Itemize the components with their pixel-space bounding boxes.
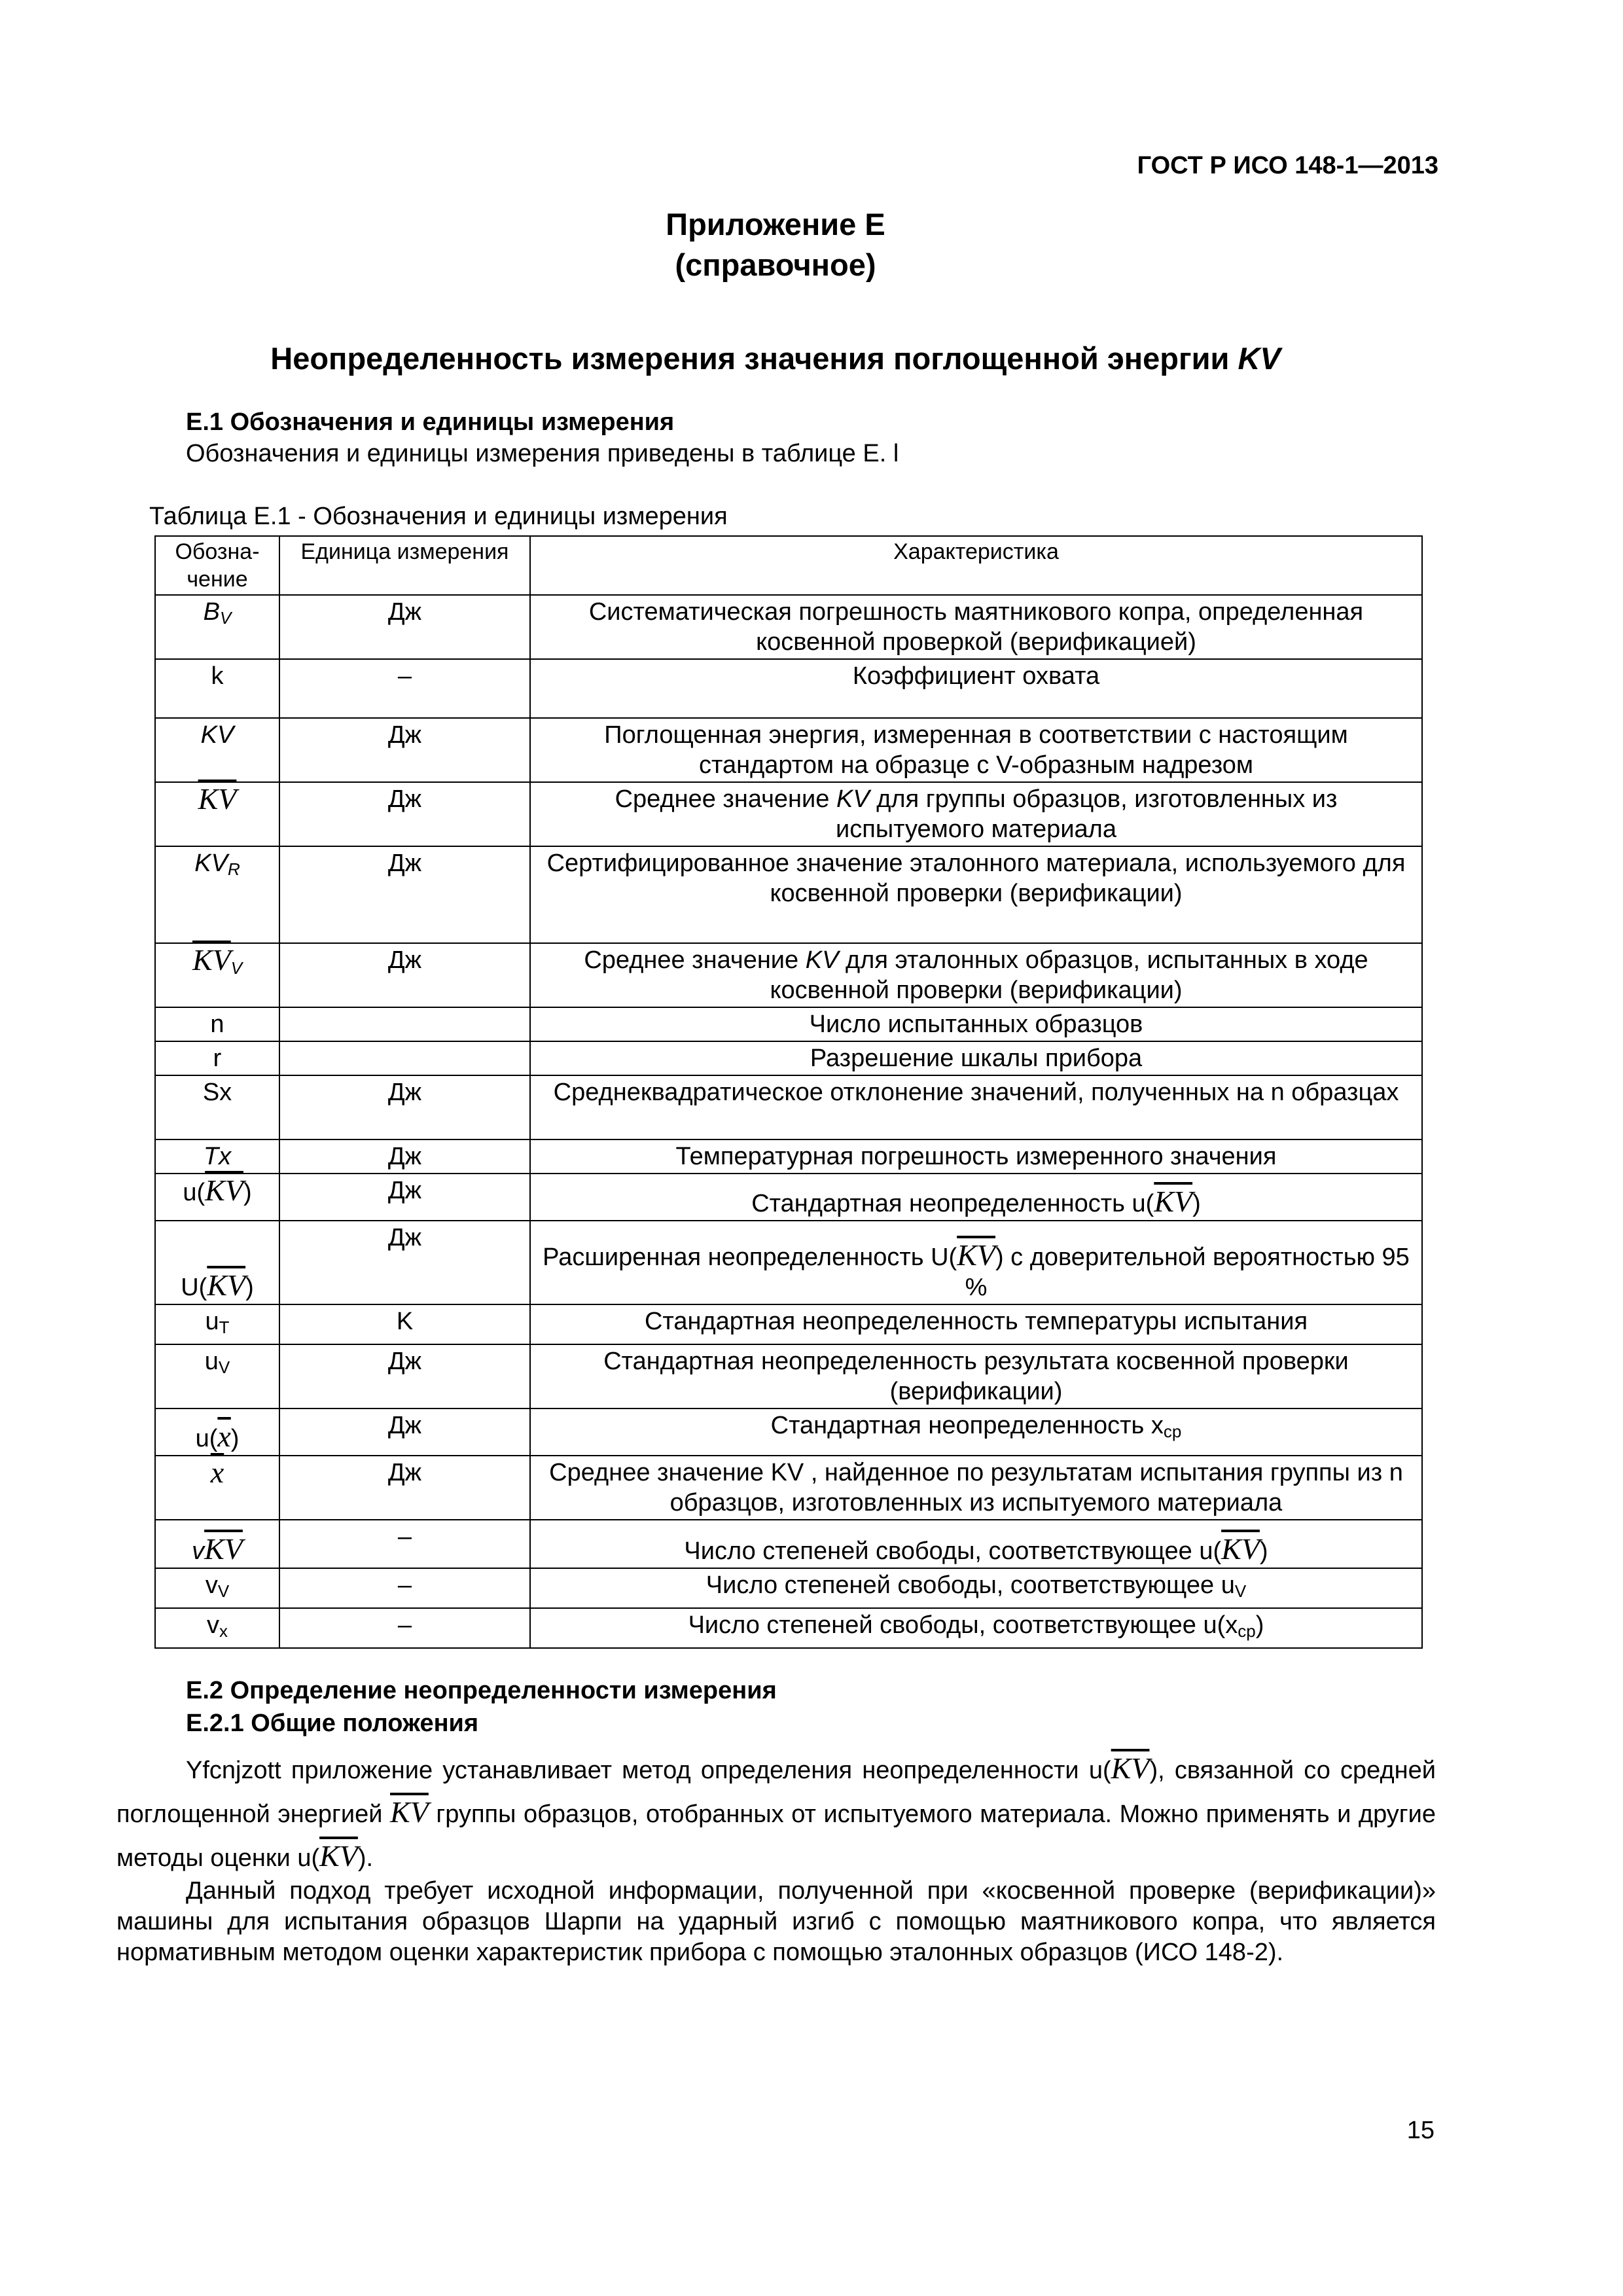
description-cell: Число испытанных образцов — [530, 1007, 1422, 1041]
table-row — [155, 1456, 1422, 1520]
symbol-cell: $\overline{KV}_V$ — [155, 943, 279, 1007]
table-row — [155, 595, 1422, 659]
description-cell: Число степеней свободы, соответствующее $u(x_{ср})$ — [530, 1608, 1422, 1648]
table-row — [155, 1075, 1422, 1139]
table-row — [155, 1174, 1422, 1221]
symbol-cell: $u_T$ — [155, 1304, 279, 1344]
table-row — [155, 718, 1422, 782]
description-cell: Среднеквадратическое отклонение значений, полученных на n образцах — [530, 1075, 1422, 1139]
table-header-row — [155, 536, 1422, 595]
table-row — [155, 1221, 1422, 1304]
symbols-table — [154, 535, 1423, 1649]
symbol-cell: $\overline{x}$ — [155, 1456, 279, 1520]
main-title-text: Неопределенность измерения значения поглощенной энергии — [270, 341, 1238, 376]
unit-cell — [279, 1007, 530, 1041]
symbol-cell: $B_V$ — [155, 595, 279, 659]
appendix-type: (справочное) — [675, 247, 876, 282]
symbol-cell: Tx — [155, 1139, 279, 1174]
symbol-cell: $u_V$ — [155, 1344, 279, 1408]
header-unit: Единица измерения — [279, 536, 530, 595]
unit-cell: Дж — [279, 782, 530, 846]
table-row — [155, 1139, 1422, 1174]
description-cell: Стандартная неопределенность температуры испытания — [530, 1304, 1422, 1344]
description-cell: Число степеней свободы, соответствующее $u(\overline{KV})$ — [530, 1520, 1422, 1568]
appendix-title — [0, 204, 1551, 285]
appendix-label: Приложение Е — [666, 207, 885, 242]
unit-cell: Дж — [279, 1174, 530, 1221]
description-cell: Стандартная неопределенность $x_{ср}$ — [530, 1408, 1422, 1456]
symbol-cell: $u(\overline{KV})$ — [155, 1174, 279, 1221]
symbol-cell: r — [155, 1041, 279, 1075]
symbol-cell: $v_V$ — [155, 1568, 279, 1608]
unit-cell: Дж — [279, 1221, 530, 1304]
description-cell: Разрешение шкалы прибора — [530, 1041, 1422, 1075]
table-row — [155, 1520, 1422, 1568]
table-row — [155, 659, 1422, 718]
unit-cell: – — [279, 1568, 530, 1608]
document-number: ГОСТ Р ИСО 148-1—2013 — [1137, 152, 1438, 179]
symbol-cell: $v_x$ — [155, 1608, 279, 1648]
unit-cell: – — [279, 1608, 530, 1648]
description-cell: Стандартная неопределенность результата косвенной проверки (верификации) — [530, 1344, 1422, 1408]
table-row — [155, 943, 1422, 1007]
unit-cell: Дж — [279, 1075, 530, 1139]
symbol-cell: $\overline{KV}$ — [155, 782, 279, 846]
header-symbol: Обозна-чение — [155, 536, 279, 595]
unit-cell: – — [279, 659, 530, 718]
table-row — [155, 782, 1422, 846]
table-row — [155, 1007, 1422, 1041]
table-row — [155, 1344, 1422, 1408]
unit-cell: Дж — [279, 718, 530, 782]
description-cell: Число степеней свободы, соответствующее $u_V$ — [530, 1568, 1422, 1608]
main-title-kv: KV — [1238, 341, 1281, 376]
unit-cell: Дж — [279, 595, 530, 659]
section-1-heading: Е.1 Обозначения и единицы измерения — [186, 408, 675, 436]
symbol-cell: n — [155, 1007, 279, 1041]
table-caption: Таблица Е.1 - Обозначения и единицы измерения — [149, 503, 728, 530]
table-row — [155, 1408, 1422, 1456]
table-row — [155, 1304, 1422, 1344]
unit-cell: Дж — [279, 1408, 530, 1456]
symbol-cell: $KV_R$ — [155, 846, 279, 943]
description-cell: Коэффициент охвата — [530, 659, 1422, 718]
section-2-heading: Е.2 Определение неопределенности измерения — [186, 1677, 777, 1704]
description-cell: Среднее значение KV для группы образцов, изготовленных из испытуемого материала — [530, 782, 1422, 846]
description-cell: Температурная погрешность измеренного значения — [530, 1139, 1422, 1174]
symbol-cell: k — [155, 659, 279, 718]
table-row — [155, 846, 1422, 943]
table-row — [155, 1041, 1422, 1075]
unit-cell — [279, 1041, 530, 1075]
unit-cell: Дж — [279, 1456, 530, 1520]
unit-cell: Дж — [279, 1344, 530, 1408]
section-1-text: Обозначения и единицы измерения приведены в таблице Е. l — [186, 440, 899, 467]
description-cell: Стандартная неопределенность $u(\overline{KV})$ — [530, 1174, 1422, 1221]
unit-cell: Дж — [279, 1139, 530, 1174]
symbol-cell: Sx — [155, 1075, 279, 1139]
description-cell: Среднее значение KV для эталонных образцов, испытанных в ходе косвенной проверки (верификации) — [530, 943, 1422, 1007]
page-number: 15 — [1406, 2117, 1435, 2144]
symbol-cell: $u(\overline{x})$ — [155, 1408, 279, 1456]
unit-cell: – — [279, 1520, 530, 1568]
description-cell: Расширенная неопределенность $U(\overline{KV})$ с доверительной вероятностью 95 % — [530, 1221, 1422, 1304]
description-cell: Поглощенная энергия, измеренная в соответствии с настоящим стандартом на образце с V-образным надрезом — [530, 718, 1422, 782]
table-row — [155, 1608, 1422, 1648]
header-description: Характеристика — [530, 536, 1422, 595]
main-title — [0, 340, 1551, 376]
description-cell: Систематическая погрешность маятникового копра, определенная косвенной проверкой (верификацией) — [530, 595, 1422, 659]
unit-cell: Дж — [279, 943, 530, 1007]
description-cell: Среднее значение KV , найденное по результатам испытания группы из n образцов, изготовленных из испытуемого материала — [530, 1456, 1422, 1520]
table-row — [155, 1568, 1422, 1608]
symbol-cell: $U(\overline{KV})$ — [155, 1221, 279, 1304]
unit-cell: K — [279, 1304, 530, 1344]
symbol-cell: KV — [155, 718, 279, 782]
paragraph-1: Yfcnjzott приложение устанавливает метод определения неопределенности $u(\overline{KV})$, связанной со средней поглощенной энергией $\overline{KV}$ группы образцов, отобранных от испытуемого материала. Можно применять и другие методы оценки $u(\overline{KV})$. — [116, 1751, 1436, 1873]
description-cell: Сертифицированное значение эталонного материала, используемого для косвенной проверки (верификации) — [530, 846, 1422, 943]
section-2-1-heading: Е.2.1 Общие положения — [186, 1710, 479, 1737]
unit-cell: Дж — [279, 846, 530, 943]
paragraph-2: Данный подход требует исходной информации, полученной при «косвенной проверке (верификации)» машины для испытания образцов Шарпи на ударный изгиб с помощью маятникового копра, что является нормативным методом оценки характеристик прибора с помощью эталонных образцов (ИСО 148-2). — [116, 1877, 1436, 1966]
symbol-cell: $v\overline{KV}$ — [155, 1520, 279, 1568]
